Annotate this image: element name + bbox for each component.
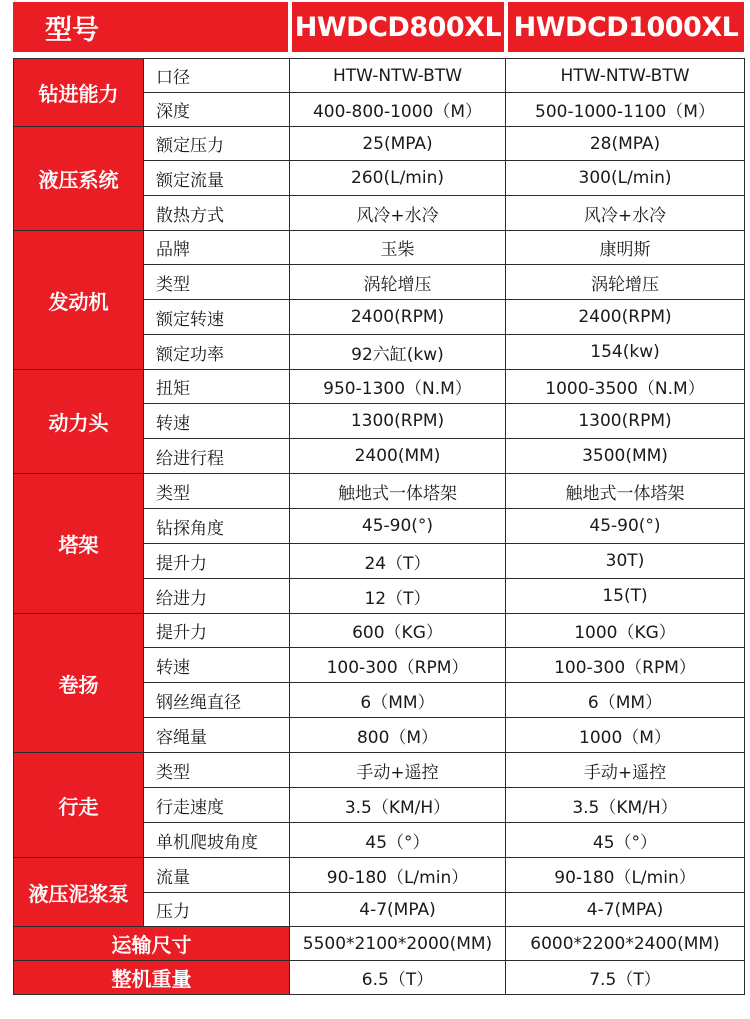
spec-item-cell: 提升力 xyxy=(144,614,290,648)
model-1-value-cell: 风冷+水冷 xyxy=(290,196,506,231)
category-cell: 钻进能力 xyxy=(14,59,144,127)
spec-item-cell: 钻探角度 xyxy=(144,509,290,544)
model-2-value-cell: 风冷+水冷 xyxy=(506,196,745,231)
spec-item-cell: 额定流量 xyxy=(144,161,290,196)
model-1-value-cell: 6.5（T） xyxy=(290,961,506,995)
spec-item-cell: 给进行程 xyxy=(144,439,290,474)
table-row xyxy=(14,370,745,404)
category-cell: 发动机 xyxy=(14,231,144,370)
model-2-value-cell: 3500(MM) xyxy=(506,439,745,474)
spec-item-cell: 提升力 xyxy=(144,544,290,579)
category-cell: 卷扬 xyxy=(14,614,144,753)
model-2-value-cell: 2400(RPM) xyxy=(506,300,745,335)
model-2-value-cell: 1000（KG） xyxy=(506,614,745,648)
model-2-value-cell: 15(T) xyxy=(506,579,745,614)
table-row xyxy=(14,474,745,509)
table-row xyxy=(14,858,745,893)
model-1-value-cell: 手动+遥控 xyxy=(290,753,506,788)
category-cell: 行走 xyxy=(14,753,144,858)
model-1-value-cell: 100-300（RPM） xyxy=(290,648,506,683)
category-cell: 液压泥浆泵 xyxy=(14,858,144,927)
model-name-1: HWDCD800XL xyxy=(292,2,504,52)
spec-item-cell: 额定功率 xyxy=(144,335,290,370)
model-label: 型号 xyxy=(13,2,288,52)
spec-item-cell: 品牌 xyxy=(144,231,290,265)
spec-item-cell: 钢丝绳直径 xyxy=(144,683,290,718)
model-2-value-cell: 1000（M） xyxy=(506,718,745,753)
model-1-value-cell: 400-800-1000（M） xyxy=(290,93,506,127)
model-1-value-cell: 4-7(MPA) xyxy=(290,893,506,927)
spec-item-cell: 类型 xyxy=(144,265,290,300)
model-1-value-cell: 涡轮增压 xyxy=(290,265,506,300)
model-1-value-cell: HTW-NTW-BTW xyxy=(290,59,506,93)
model-1-value-cell: 2400(MM) xyxy=(290,439,506,474)
category-cell: 运输尺寸 xyxy=(14,927,290,961)
spec-item-cell: 口径 xyxy=(144,59,290,93)
model-1-value-cell: 玉柴 xyxy=(290,231,506,265)
spec-item-cell: 额定转速 xyxy=(144,300,290,335)
model-2-value-cell: 300(L/min) xyxy=(506,161,745,196)
model-1-value-cell: 6（MM） xyxy=(290,683,506,718)
table-row xyxy=(14,753,745,788)
model-1-value-cell: 90-180（L/min） xyxy=(290,858,506,893)
spec-item-cell: 类型 xyxy=(144,474,290,509)
model-2-value-cell: 3.5（KM/H） xyxy=(506,788,745,823)
model-2-value-cell: HTW-NTW-BTW xyxy=(506,59,745,93)
table-row xyxy=(14,927,745,961)
model-2-value-cell: 康明斯 xyxy=(506,231,745,265)
spec-item-cell: 容绳量 xyxy=(144,718,290,753)
category-cell: 塔架 xyxy=(14,474,144,614)
model-2-value-cell: 4-7(MPA) xyxy=(506,893,745,927)
model-2-value-cell: 1000-3500（N.M） xyxy=(506,370,745,404)
table-row xyxy=(14,961,745,995)
table-header xyxy=(0,0,750,54)
table-row xyxy=(14,59,745,93)
category-cell: 整机重量 xyxy=(14,961,290,995)
model-2-value-cell: 154(kw) xyxy=(506,335,745,370)
spec-item-cell: 类型 xyxy=(144,753,290,788)
model-1-value-cell: 260(L/min) xyxy=(290,161,506,196)
table-row xyxy=(14,127,745,161)
spec-item-cell: 行走速度 xyxy=(144,788,290,823)
model-2-value-cell: 1300(RPM) xyxy=(506,404,745,439)
model-1-value-cell: 92六缸(kw) xyxy=(290,335,506,370)
spec-item-cell: 给进力 xyxy=(144,579,290,614)
spec-item-cell: 转速 xyxy=(144,404,290,439)
model-2-value-cell: 7.5（T） xyxy=(506,961,745,995)
model-2-value-cell: 500-1000-1100（M） xyxy=(506,93,745,127)
model-2-value-cell: 触地式一体塔架 xyxy=(506,474,745,509)
model-1-value-cell: 1300(RPM) xyxy=(290,404,506,439)
model-1-value-cell: 45-90(°) xyxy=(290,509,506,544)
model-1-value-cell: 800（M） xyxy=(290,718,506,753)
model-1-value-cell: 25(MPA) xyxy=(290,127,506,161)
model-name-2: HWDCD1000XL xyxy=(508,2,744,52)
table-row xyxy=(14,231,745,265)
model-1-value-cell: 12（T） xyxy=(290,579,506,614)
model-2-value-cell: 30T) xyxy=(506,544,745,579)
model-2-value-cell: 手动+遥控 xyxy=(506,753,745,788)
model-1-value-cell: 600（KG） xyxy=(290,614,506,648)
table-row xyxy=(14,614,745,648)
spec-item-cell: 额定压力 xyxy=(144,127,290,161)
model-1-value-cell: 24（T） xyxy=(290,544,506,579)
model-1-value-cell: 3.5（KM/H） xyxy=(290,788,506,823)
model-2-value-cell: 28(MPA) xyxy=(506,127,745,161)
model-2-value-cell: 涡轮增压 xyxy=(506,265,745,300)
model-2-value-cell: 90-180（L/min） xyxy=(506,858,745,893)
spec-table xyxy=(13,58,745,995)
model-2-value-cell: 6000*2200*2400(MM) xyxy=(506,927,745,961)
model-2-value-cell: 45-90(°) xyxy=(506,509,745,544)
category-cell: 动力头 xyxy=(14,370,144,474)
spec-item-cell: 单机爬坡角度 xyxy=(144,823,290,858)
spec-item-cell: 流量 xyxy=(144,858,290,893)
model-1-value-cell: 45（°） xyxy=(290,823,506,858)
model-2-value-cell: 100-300（RPM） xyxy=(506,648,745,683)
category-cell: 液压系统 xyxy=(14,127,144,231)
spec-item-cell: 扭矩 xyxy=(144,370,290,404)
spec-item-cell: 深度 xyxy=(144,93,290,127)
spec-item-cell: 压力 xyxy=(144,893,290,927)
spec-item-cell: 转速 xyxy=(144,648,290,683)
spec-item-cell: 散热方式 xyxy=(144,196,290,231)
model-1-value-cell: 2400(RPM) xyxy=(290,300,506,335)
model-1-value-cell: 5500*2100*2000(MM) xyxy=(290,927,506,961)
model-1-value-cell: 950-1300（N.M） xyxy=(290,370,506,404)
model-2-value-cell: 6（MM） xyxy=(506,683,745,718)
model-1-value-cell: 触地式一体塔架 xyxy=(290,474,506,509)
model-2-value-cell: 45（°） xyxy=(506,823,745,858)
